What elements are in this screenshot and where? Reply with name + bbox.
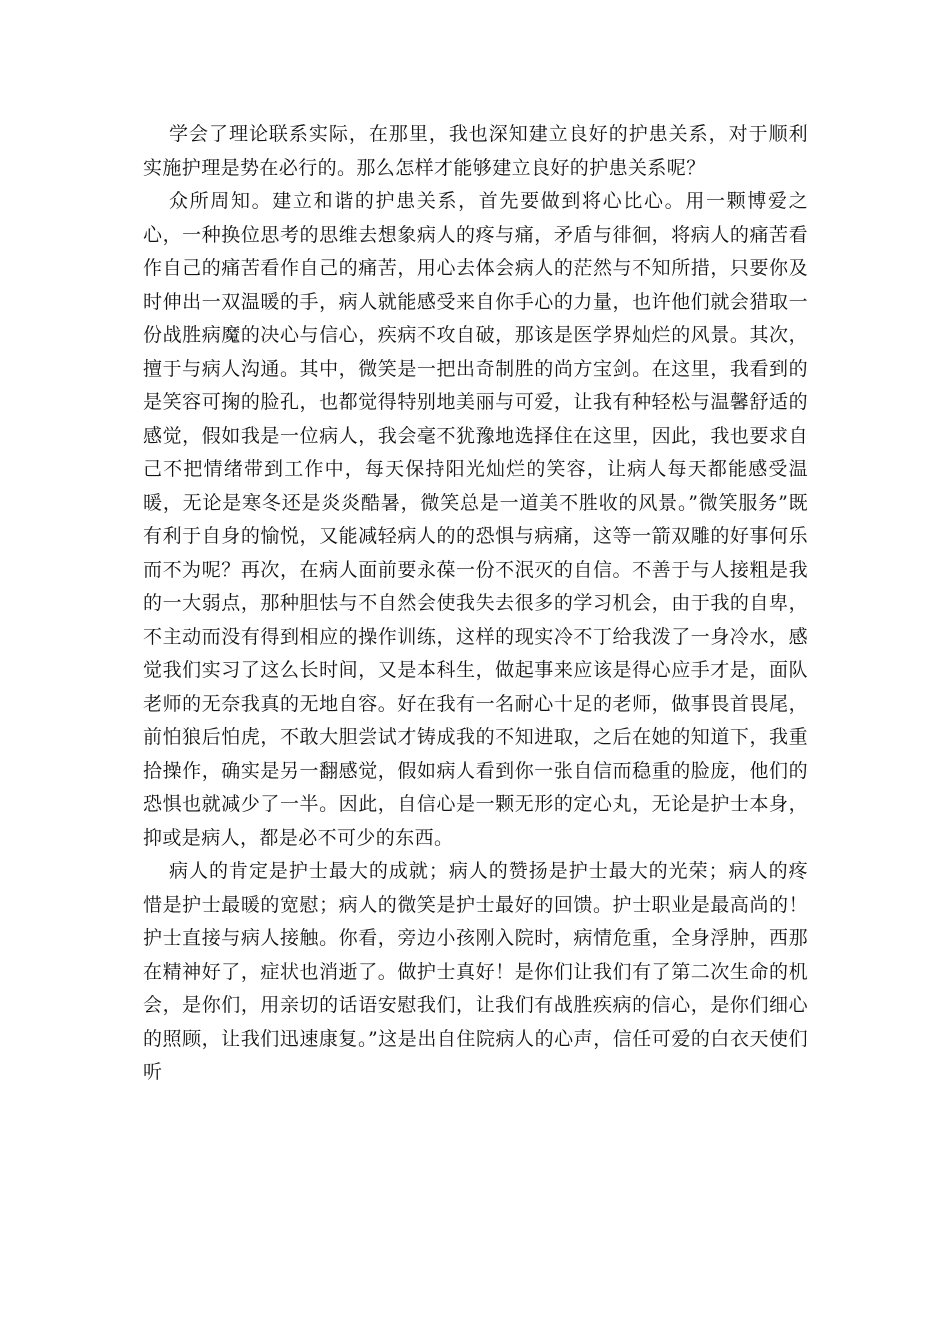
paragraph-1: 学会了理论联系实际，在那里，我也深知建立良好的护患关系，对于顺利实施护理是势在必行的。那么怎样才能够建立良好的护患关系呢？ bbox=[143, 123, 808, 179]
body-text bbox=[143, 118, 808, 1090]
paragraph-3: 病人的肯定是护士最大的成就；病人的赞扬是护士最大的光荣；病人的疼惜是护士最暖的宽慰；病人的微笑是护士最好的回馈。护士职业是最高尚的！护士直接与病人接触。你看，旁边小孩刚入院时，病情危重，全身浮肿，西那在精神好了，症状也消逝了。做护士真好！是你们让我们有了第二次生命的机会，是你们，用亲切的话语安慰我们，让我们有战胜疾病的信心，是你们细心的照顾，让我们迅速康复。”这是出自住院病人的心声，信任可爱的白衣天使们听 bbox=[143, 860, 808, 1083]
paragraph-2: 众所周知。建立和谐的护患关系，首先要做到将心比心。用一颗博爱之心，一种换位思考的思维去想象病人的疼与痛，矛盾与徘徊，将病人的痛苦看作自己的痛苦看作自己的痛苦，用心去体会病人的茫然与不知所措，只要你及时伸出一双温暖的手，病人就能感受来自你手心的力量，也许他们就会猎取一份战胜病魔的决心与信心，疾病不攻自破，那该是医学界灿烂的风景。其次，擅于与病人沟通。其中，微笑是一把出奇制胜的尚方宝剑。在这里，我看到的是笑容可掬的脸孔，也都觉得特别地美丽与可爱，让我有种轻松与温馨舒适的感觉，假如我是一位病人，我会毫不犹豫地选择住在这里，因此，我也要求自己不把情绪带到工作中，每天保持阳光灿烂的笑容，让病人每天都能感受温暖，无论是寒冬还是炎炎酷暑，微笑总是一道美不胜收的风景。”微笑服务”既有利于自身的愉悦，又能减轻病人的的恐惧与病痛，这等一箭双雕的好事何乐而不为呢？再次，在病人面前要永葆一份不泯灭的自信。不善于与人接粗是我的一大弱点，那种胆怯与不自然会使我失去很多的学习机会，由于我的自卑，不主动而没有得到相应的操作训练，这样的现实冷不丁给我泼了一身冷水，感觉我们实习了这么长时间，又是本科生，做起事来应该是得心应手才是，面队老师的无奈我真的无地自容。好在我有一名耐心十足的老师，做事畏首畏尾，前怕狼后怕虎，不敢大胆尝试才铸成我的不知进取，之后在她的知道下，我重拾操作，确实是另一翻感觉，假如病人看到你一张自信而稳重的脸庞，他们的恐惧也就减少了一半。因此，自信心是一颗无形的定心丸，无论是护士本身，抑或是病人，都是必不可少的东西。 bbox=[143, 190, 808, 849]
